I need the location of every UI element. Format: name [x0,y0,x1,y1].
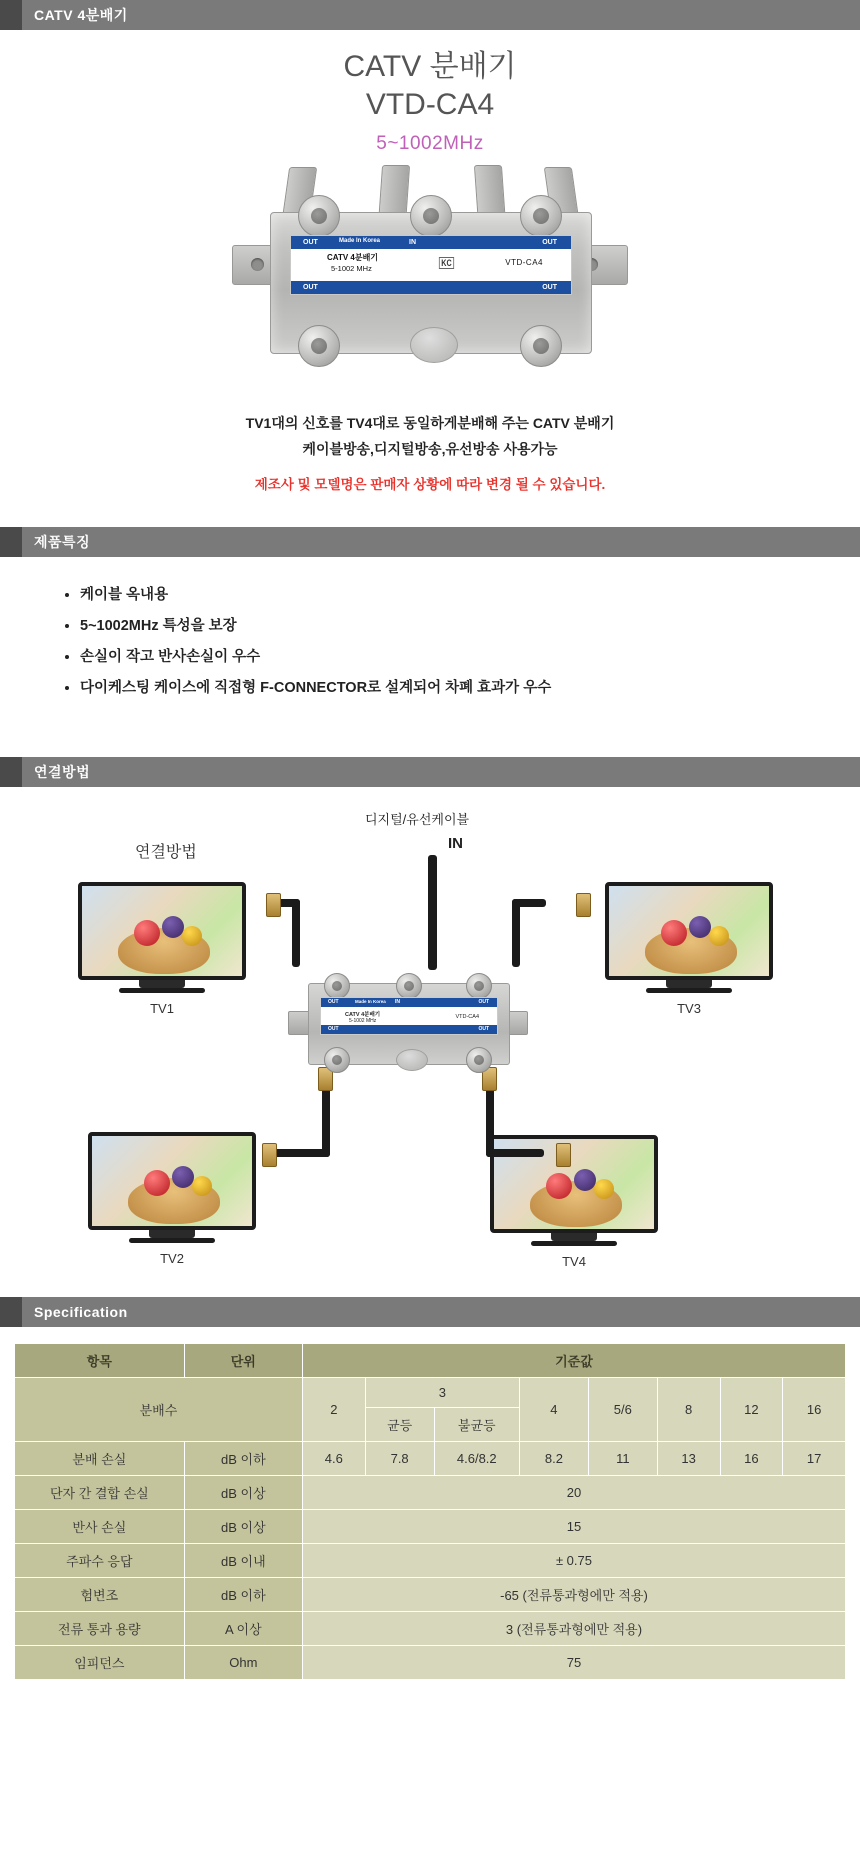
diagram-label-top-strip [321,998,497,1007]
diagram-cable-caption: 디지털/유선케이블 [365,812,470,827]
row-unit-impedance: Ohm [184,1646,302,1680]
row-label-insertion-loss: 분배 손실 [15,1442,185,1476]
diagram-label-plate [320,997,498,1035]
f-connector-out4 [520,325,562,367]
diagram-port-out1 [324,973,350,999]
tv-screen-1 [78,882,246,980]
tv-screen-2 [88,1132,256,1230]
cell-isolation-value: 20 [302,1476,845,1510]
diagram-label-out1: OUT [328,999,339,1005]
cell-loss-4: 8.2 [519,1442,588,1476]
row-unit-hum-modulation: dB 이하 [184,1578,302,1612]
diagram-port-in [396,973,422,999]
row-label-impedance: 임피던스 [15,1646,185,1680]
description-warning: 제조사 및 모델명은 판매자 상황에 따라 변경 될 수 있습니다. [254,477,606,492]
label-out-bottom-right: OUT [542,284,557,291]
cell-split-12: 12 [720,1378,783,1442]
tv-base-4 [531,1241,617,1246]
table-row [15,1510,846,1544]
cell-frequency-response-value: ± 0.75 [302,1544,845,1578]
screen-image-fruit-purple [689,916,711,938]
table-row [15,1646,846,1680]
cell-loss-3-even: 7.8 [365,1442,434,1476]
section-accent-block-spec [0,1297,22,1327]
cell-split-3: 3 [365,1378,519,1408]
row-label-return-loss: 반사 손실 [15,1510,185,1544]
screen-image-fruit-yellow [192,1176,212,1196]
connector-tv3 [576,893,591,917]
product-photo [0,167,860,407]
list-item: • 5~1002MHz 특성을 보장 [80,614,860,635]
tv-stand-3 [666,980,712,988]
body-boss [410,327,458,363]
diagram-label-out3: OUT [328,1026,339,1032]
tv-base-3 [646,988,732,993]
table-row [15,1544,846,1578]
frequency-range: 5~1002MHz [376,133,484,154]
tv-label-2: TV2 [160,1251,184,1266]
tv-base-1 [119,988,205,993]
row-unit-return-loss: dB 이상 [184,1510,302,1544]
cell-loss-12: 16 [720,1442,783,1476]
connection-diagram [0,787,860,1297]
row-label-frequency-response: 주파수 응답 [15,1544,185,1578]
row-label-current-capacity: 전류 통과 용량 [15,1612,185,1646]
diagram-in-label: IN [448,835,463,852]
label-made-in-korea: Made In Korea [339,238,381,244]
screen-image-fruit-yellow [594,1179,614,1199]
label-model-number: VTD-CA4 [505,258,543,267]
tv-stand-1 [139,980,185,988]
f-connector-in [410,195,452,237]
screen-image-fruit-purple [172,1166,194,1188]
tv-stand-2 [149,1230,195,1238]
table-row [15,1442,846,1476]
row-unit-insertion-loss: dB 이하 [184,1442,302,1476]
diagram-label-out2: OUT [478,999,489,1005]
screen-image-fruit-red [144,1170,170,1196]
kc-certification-icon: KC [439,257,454,269]
diagram-port-out3 [324,1047,350,1073]
cell-hum-modulation-value: -65 (전류통과형에만 적용) [302,1578,845,1612]
diagram-method-label: 연결방법 [135,844,197,861]
feature-list [0,557,860,733]
screen-image-fruit-red [661,920,687,946]
page-title [0,48,860,123]
row-label-hum-modulation: 험변조 [15,1578,185,1612]
screen-image-fruit-purple [162,916,184,938]
tv-base-2 [129,1238,215,1243]
screw-hole-left [251,258,264,271]
diagram-label-out4: OUT [478,1026,489,1032]
diagram-label-model: VTD-CA4 [455,1014,479,1020]
label-korean-name: CATV 4분배기 [327,253,379,262]
section-title-connection: 연결방법 [34,764,91,780]
tv-label-4: TV4 [562,1254,586,1269]
label-out-bottom-left: OUT [303,284,318,291]
label-frequency-range: 5-1002 MHz [331,264,372,273]
hero-block [0,30,860,155]
tv-unit-2 [88,1132,256,1266]
f-connector-out3 [298,325,340,367]
tv-label-3: TV3 [677,1001,701,1016]
f-connector-out1 [298,195,340,237]
header-standard: 기준값 [302,1344,845,1378]
diagram-label-range: 5-1002 MHz [349,1018,377,1024]
tv-unit-1 [78,882,246,1016]
cell-split-3-even: 균등 [365,1408,434,1442]
label-bottom-strip [291,281,571,294]
row-unit-frequency-response: dB 이내 [184,1544,302,1578]
diagram-label-korean: CATV 4분배기 [345,1012,381,1018]
row-label-isolation: 단자 간 결합 손실 [15,1476,185,1510]
table-row [15,1476,846,1510]
splitter-device-diagram [288,955,528,1085]
cell-split-8: 8 [657,1378,720,1442]
cell-split-2: 2 [302,1378,365,1442]
product-description [0,413,860,493]
spec-table-head [15,1344,846,1378]
diagram-body-boss [396,1049,428,1071]
splitter-device-illustration [230,167,630,397]
input-cable [428,855,437,970]
cell-return-loss-value: 15 [302,1510,845,1544]
specification-table [14,1343,846,1680]
connector-tv1 [266,893,281,917]
table-row [15,1612,846,1646]
section-header-features [0,527,860,557]
section-accent-block [0,0,22,30]
tv-screen-3 [605,882,773,980]
section-title-features: 제품특징 [34,534,91,550]
cell-split-56: 5/6 [588,1378,657,1442]
row-unit-isolation: dB 이상 [184,1476,302,1510]
tv-unit-3 [605,882,773,1016]
cable-tv4-horizontal [486,1149,544,1157]
cell-loss-3-uneven: 4.6/8.2 [434,1442,519,1476]
list-item: • 손실이 작고 반사손실이 우수 [80,645,860,666]
cell-current-capacity-value: 3 (전류통과형에만 적용) [302,1612,845,1646]
feature-items [60,583,860,697]
section-title-specification: Specification [34,1304,128,1320]
spec-table-body [15,1378,846,1680]
f-connector-out2 [520,195,562,237]
cell-split-16: 16 [783,1378,846,1442]
screen-image-fruit-purple [574,1169,596,1191]
list-item: • 케이블 옥내용 [80,583,860,604]
label-top-strip [291,236,571,249]
device-label-plate [290,235,572,295]
cell-impedance-value: 75 [302,1646,845,1680]
diagram-label-in: IN [395,999,400,1005]
label-out-top-left: OUT [303,239,318,246]
cell-loss-8: 13 [657,1442,720,1476]
screen-image-fruit-yellow [709,926,729,946]
section-accent-block-features [0,527,22,557]
cell-loss-16: 17 [783,1442,846,1476]
diagram-label-made: Made In Korea [355,999,386,1004]
cell-split-4: 4 [519,1378,588,1442]
table-row [15,1578,846,1612]
header-unit: 단위 [184,1344,302,1378]
cable-tv3-horizontal [512,899,546,907]
list-item: • 다이케스팅 케이스에 직접형 F-CONNECTOR로 설계되어 차폐 효과가 우수 [80,676,860,697]
description-line-2: 케이블방송,디지털방송,유선방송 사용가능 [302,441,558,457]
cable-tv2-horizontal [272,1149,330,1157]
screen-image-fruit-yellow [182,926,202,946]
connector-tv4 [556,1143,571,1167]
row-unit-current-capacity: A 이상 [184,1612,302,1646]
section-header-specification [0,1297,860,1327]
diagram-port-out4 [466,1047,492,1073]
table-header-row [15,1344,846,1378]
cell-split-3-uneven: 불균등 [434,1408,519,1442]
section-accent-block-connection [0,757,22,787]
connector-tv2 [262,1143,277,1167]
section-header-connection [0,757,860,787]
header-item: 항목 [15,1344,185,1378]
tv-stand-4 [551,1233,597,1241]
table-row [15,1378,846,1408]
cell-loss-56: 11 [588,1442,657,1476]
tv-label-1: TV1 [150,1001,174,1016]
diagram-port-out2 [466,973,492,999]
row-label-split-count: 분배수 [15,1378,303,1442]
screen-image-fruit-red [134,920,160,946]
specification-table-wrap [0,1327,860,1700]
label-in: IN [409,239,416,246]
label-out-top-right: OUT [542,239,557,246]
diagram-label-bottom-strip [321,1025,497,1034]
section-header-product-name [0,0,860,30]
section-title-text: CATV 4분배기 [34,7,128,23]
cell-loss-2: 4.6 [302,1442,365,1476]
title-line-2: VTD-CA4 [365,87,495,121]
title-line-1: CATV 분배기 [343,50,517,83]
screen-image-fruit-red [546,1173,572,1199]
description-line-1: TV1대의 신호를 TV4대로 동일하게분배해 주는 CATV 분배기 [245,415,615,431]
